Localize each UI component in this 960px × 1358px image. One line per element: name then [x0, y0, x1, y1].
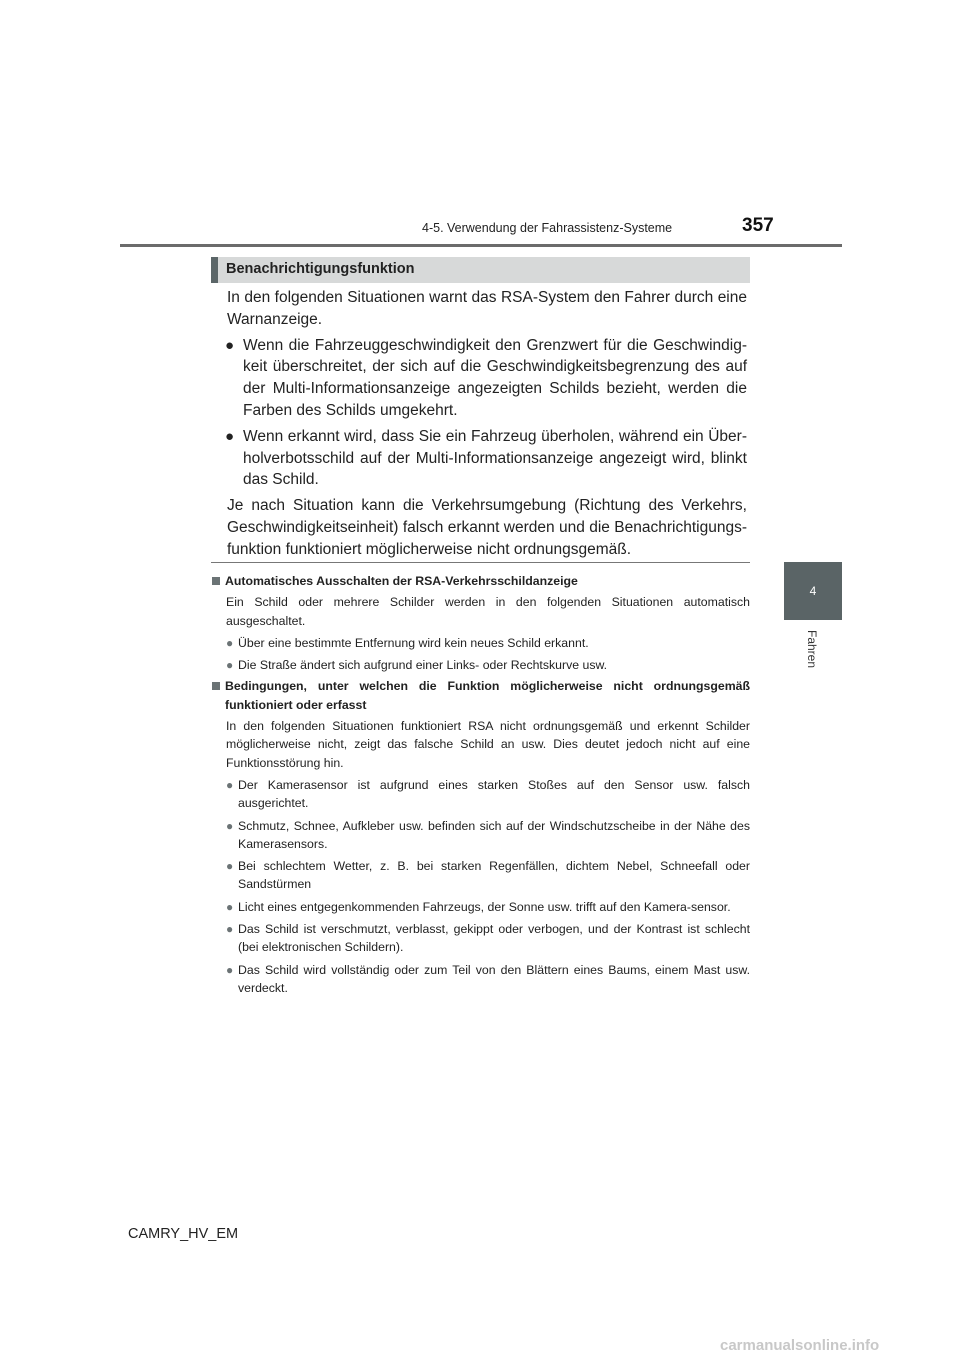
note-item-text: Bei schlechtem Wetter, z. B. bei starken Regenfällen, dichtem Nebel, Schneefall oder Sandstürmen — [238, 859, 750, 892]
square-bullet-icon — [212, 682, 220, 690]
section-heading — [211, 257, 750, 283]
note-group — [212, 677, 750, 997]
list-item — [226, 634, 750, 652]
note-text: Ein Schild oder mehrere Schilder werden in den folgenden Situationen automatisch ausgeschaltet. — [226, 595, 750, 628]
bullet-icon: ● — [226, 635, 234, 650]
bullet-text: Wenn erkannt wird, dass Sie ein Fahrzeug überholen, während ein Über-holverbotsschild auf der Multi-Informationsanzeige angezeigt wird, blinkt das Schild. — [243, 427, 747, 489]
section-title: Benachrichtigungsfunktion — [226, 261, 415, 277]
note-item-text: Der Kamerasensor ist aufgrund eines starken Stoßes auf den Sensor usw. falsch ausgerichtet. — [238, 777, 750, 811]
bullet-icon: ● — [225, 427, 235, 445]
bullet-icon: ● — [226, 777, 234, 792]
main-body — [227, 287, 747, 565]
note-item-text: Licht eines entgegenkommenden Fahrzeugs, der Sonne usw. trifft auf den Kamera-sensor. — [238, 899, 731, 914]
list-item — [226, 656, 750, 674]
note-item-text: Das Schild ist verschmutzt, verblasst, gekippt oder verbogen, und der Kontrast ist schlecht (bei elektronischen Schildern). — [238, 922, 750, 955]
bullet-icon: ● — [226, 818, 234, 833]
bullet-icon: ● — [226, 962, 234, 977]
header-rule — [120, 244, 842, 247]
chapter-label: Fahren — [805, 630, 819, 669]
note-text: In den folgenden Situationen funktioniert RSA nicht ordnungsgemäß und erkennt Schilder möglicherweise nicht, zeigt das falsche Schild an usw. Dies deutet jedoch nicht auf eine Funktionsstörung hin. — [226, 719, 750, 770]
page-number: 357 — [742, 215, 774, 236]
bullet-icon: ● — [226, 922, 234, 937]
list-item — [226, 776, 750, 813]
list-item — [226, 857, 750, 894]
section-divider — [211, 562, 750, 563]
list-item — [226, 817, 750, 854]
bullet-text: Wenn die Fahrzeuggeschwindigkeit den Grenzwert für die Geschwindig-keit überschreitet, der sich auf die Geschwindigkeitsbegrenzung des auf der Multi-Informationsanzeige angezeigten Schilds bezieht, werden die Farben des Schilds umgekehrt. — [243, 336, 747, 419]
running-header-section: 4-5. Verwendung der Fahrassistenz-Systeme — [422, 221, 673, 235]
chapter-tab — [784, 562, 842, 620]
note-item-text: Über eine bestimmte Entfernung wird kein neues Schild erkannt. — [238, 635, 589, 650]
list-item — [227, 335, 747, 422]
closing-paragraph: Je nach Situation kann die Verkehrsumgebung (Richtung des Verkehrs, Geschwindigkeitseinheit) falsch erkannt werden und die Benachrichtigungs-funktion funktioniert möglicherweise nicht ordnungsgemäß. — [227, 497, 747, 558]
note-item-text: Die Straße ändert sich aufgrund einer Links- oder Rechtskurve usw. — [238, 658, 608, 673]
note-group — [212, 572, 750, 674]
square-bullet-icon — [212, 577, 220, 585]
notes-section — [212, 572, 750, 1000]
watermark: carmanualsonline.info — [720, 1337, 880, 1354]
intro-paragraph: In den folgenden Situationen warnt das RSA-System den Fahrer durch eine Warnanzeige. — [227, 289, 747, 328]
list-item — [226, 920, 750, 957]
bullet-icon: ● — [226, 658, 234, 673]
chapter-number: 4 — [809, 584, 817, 598]
note-heading — [212, 677, 750, 714]
list-item — [226, 961, 750, 998]
list-item — [227, 426, 747, 491]
note-heading — [212, 572, 750, 590]
bullet-icon: ● — [225, 336, 235, 354]
note-item-text: Schmutz, Schnee, Aufkleber usw. befinden sich auf der Windschutzscheibe in der Nähe des Kamerasensors. — [238, 818, 750, 851]
bullet-icon: ● — [226, 859, 234, 874]
section-heading-bar — [211, 257, 218, 283]
note-heading-text: Automatisches Ausschalten der RSA-Verkehrsschildanzeige — [225, 574, 578, 588]
list-item — [226, 898, 750, 916]
note-heading-text: Bedingungen, unter welchen die Funktion möglicherweise nicht ordnungsgemäß funktioniert oder erfasst — [225, 679, 750, 712]
note-item-text: Das Schild wird vollständig oder zum Teil von den Blättern eines Baums, einem Mast usw. verdeckt. — [238, 962, 750, 995]
document-code: CAMRY_HV_EM — [128, 1226, 239, 1242]
bullet-icon: ● — [226, 899, 234, 914]
